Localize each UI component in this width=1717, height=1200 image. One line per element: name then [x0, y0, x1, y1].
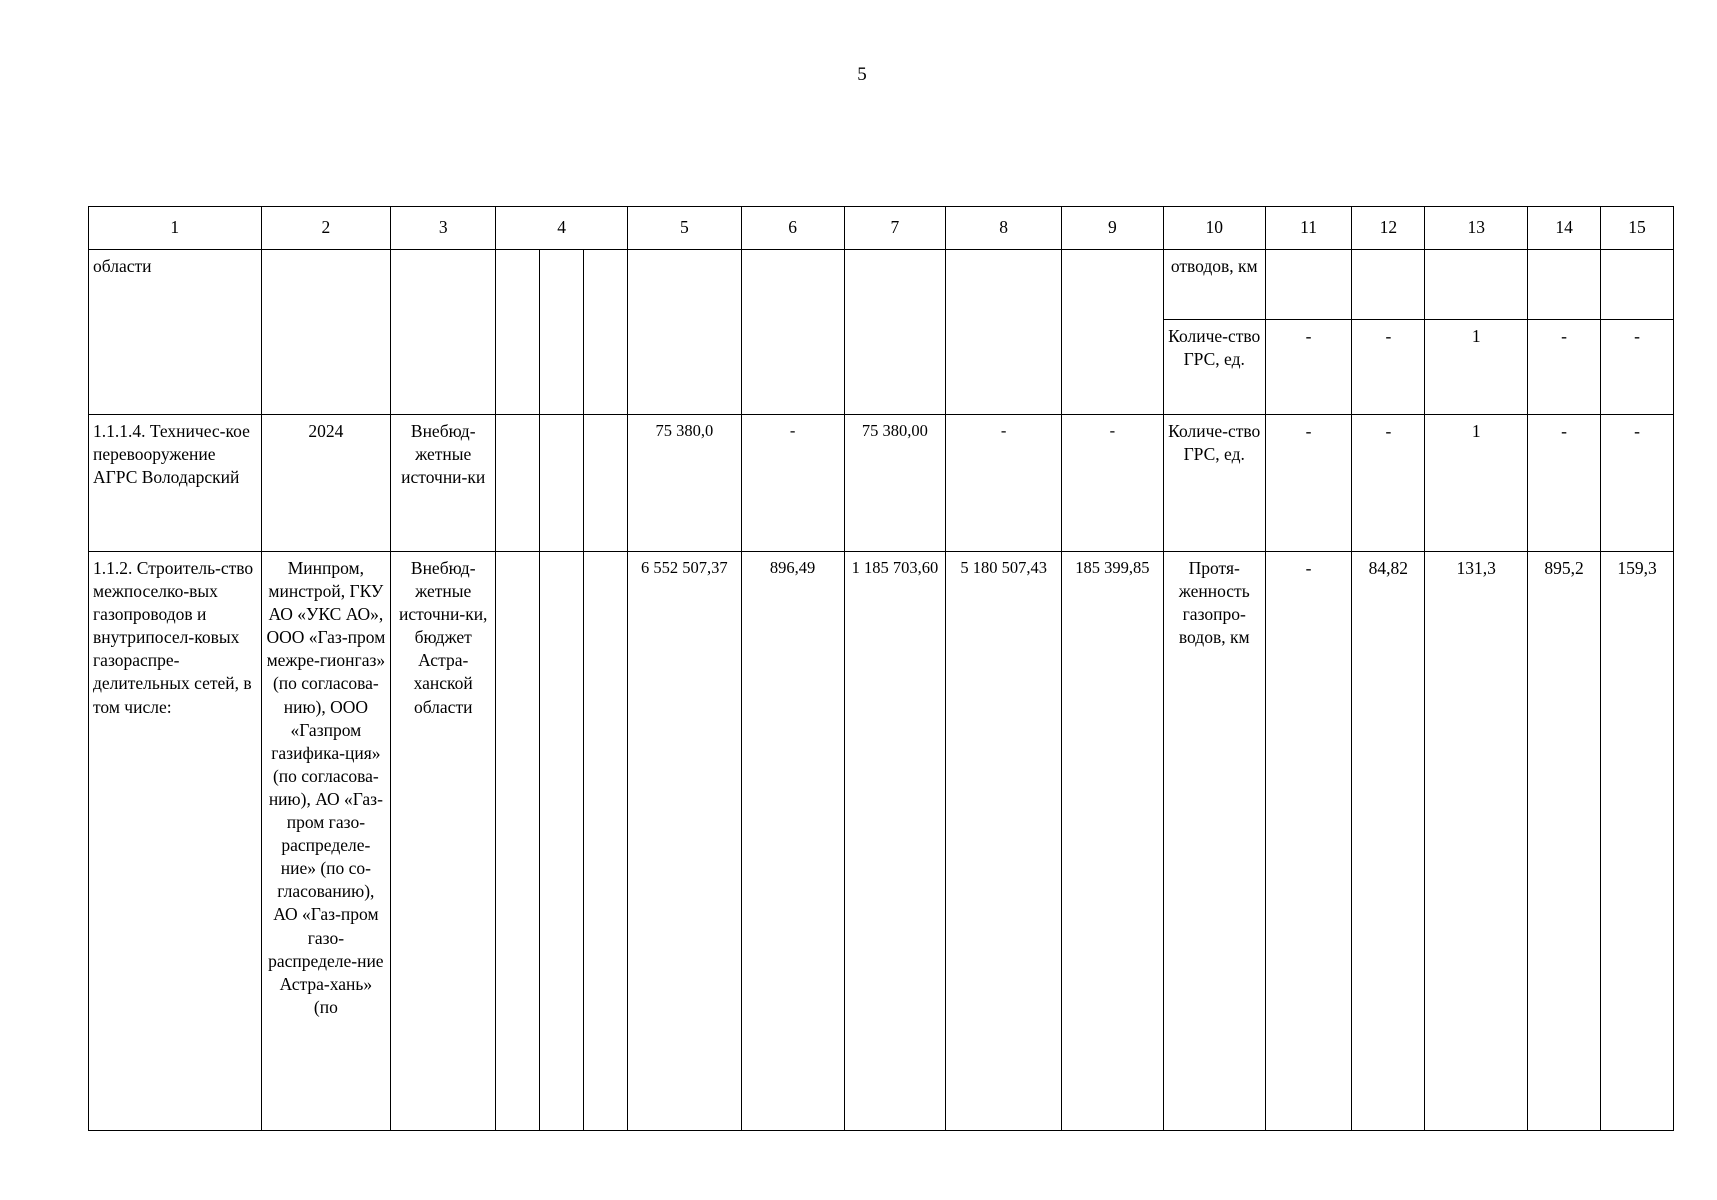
- indicator-value: -: [1528, 320, 1601, 415]
- empty-cell: [1062, 250, 1164, 415]
- funding-source: Внебюд-жетные источни-ки: [391, 415, 496, 552]
- amount-year: 185 399,85: [1062, 552, 1164, 1131]
- empty-cell: [391, 250, 496, 415]
- empty-cell: [946, 250, 1062, 415]
- empty-cell: [1265, 250, 1352, 320]
- indicator-value: 84,82: [1352, 552, 1425, 1131]
- column-number: 15: [1601, 207, 1674, 250]
- column-number: 5: [628, 207, 742, 250]
- column-number: 2: [261, 207, 391, 250]
- subcolumns-cell: [496, 552, 628, 1131]
- empty-cell: [1528, 250, 1601, 320]
- page-number: 5: [857, 64, 867, 85]
- indicator-value: -: [1601, 415, 1674, 552]
- table-row: [89, 552, 1674, 1131]
- indicator-value: -: [1265, 415, 1352, 552]
- indicator-value: -: [1265, 320, 1352, 415]
- indicator-value: 1: [1425, 320, 1528, 415]
- empty-cell: [261, 250, 391, 415]
- empty-cell: [628, 250, 742, 415]
- program-table: [88, 206, 1674, 1131]
- column-number: 11: [1265, 207, 1352, 250]
- column-number: 12: [1352, 207, 1425, 250]
- empty-cell: [1352, 250, 1425, 320]
- column-number: 14: [1528, 207, 1601, 250]
- indicator-value: -: [1601, 320, 1674, 415]
- measure-name: 1.1.1.4. Техничес-кое перевооружение АГРС Володарский: [89, 415, 262, 552]
- indicator-value: -: [1352, 320, 1425, 415]
- empty-cell: [844, 250, 946, 415]
- amount-year: -: [1062, 415, 1164, 552]
- indicator-name: Количе-ство ГРС, ед.: [1163, 320, 1265, 415]
- column-number: 4: [496, 207, 628, 250]
- column-number: 9: [1062, 207, 1164, 250]
- column-number-row: [89, 207, 1674, 250]
- column-number: 7: [844, 207, 946, 250]
- indicator-value: 1: [1425, 415, 1528, 552]
- indicator-value: 159,3: [1601, 552, 1674, 1131]
- subcolumns-cell: [496, 250, 628, 415]
- indicator-name: Количе-ство ГРС, ед.: [1163, 415, 1265, 552]
- indicator-name: отводов, км: [1163, 250, 1265, 320]
- amount-total: 75 380,0: [628, 415, 742, 552]
- empty-cell: [1425, 250, 1528, 320]
- empty-cell: [1601, 250, 1674, 320]
- responsible-executors: Минпром, минстрой, ГКУ АО «УКС АО», ООО «Газ-пром межре-гионгаз» (по согласова-нию), ООО «Газпром газифика-ция» (по согласова-нию), АО «Газ-пром газо-распределе-ние» (по со-гласованию), АО «Газ-пром газо-распределе-ние Астра-хань» (по: [261, 552, 391, 1131]
- amount-year: 5 180 507,43: [946, 552, 1062, 1131]
- amount-year: 75 380,00: [844, 415, 946, 552]
- column-number: 10: [1163, 207, 1265, 250]
- amount-year: 896,49: [741, 552, 844, 1131]
- indicator-name: Протя-женность газопро-водов, км: [1163, 552, 1265, 1131]
- column-number: 6: [741, 207, 844, 250]
- column-number: 13: [1425, 207, 1528, 250]
- measure-name: 1.1.2. Строитель-ство межпоселко-вых газопроводов и внутрипосел-ковых газораспре-делительных сетей, в том числе:: [89, 552, 262, 1131]
- amount-year: -: [741, 415, 844, 552]
- measure-name: области: [89, 250, 262, 415]
- indicator-value: -: [1352, 415, 1425, 552]
- amount-year: 1 185 703,60: [844, 552, 946, 1131]
- indicator-value: -: [1265, 552, 1352, 1131]
- amount-year: -: [946, 415, 1062, 552]
- empty-cell: [741, 250, 844, 415]
- column-number: 1: [89, 207, 262, 250]
- indicator-value: 895,2: [1528, 552, 1601, 1131]
- table-row: [89, 250, 1674, 320]
- period: 2024: [261, 415, 391, 552]
- table-row: [89, 415, 1674, 552]
- subcolumns-cell: [496, 415, 628, 552]
- funding-source: Внебюд-жетные источни-ки, бюджет Астра-ханской области: [391, 552, 496, 1131]
- amount-total: 6 552 507,37: [628, 552, 742, 1131]
- indicator-value: -: [1528, 415, 1601, 552]
- column-number: 8: [946, 207, 1062, 250]
- column-number: 3: [391, 207, 496, 250]
- indicator-value: 131,3: [1425, 552, 1528, 1131]
